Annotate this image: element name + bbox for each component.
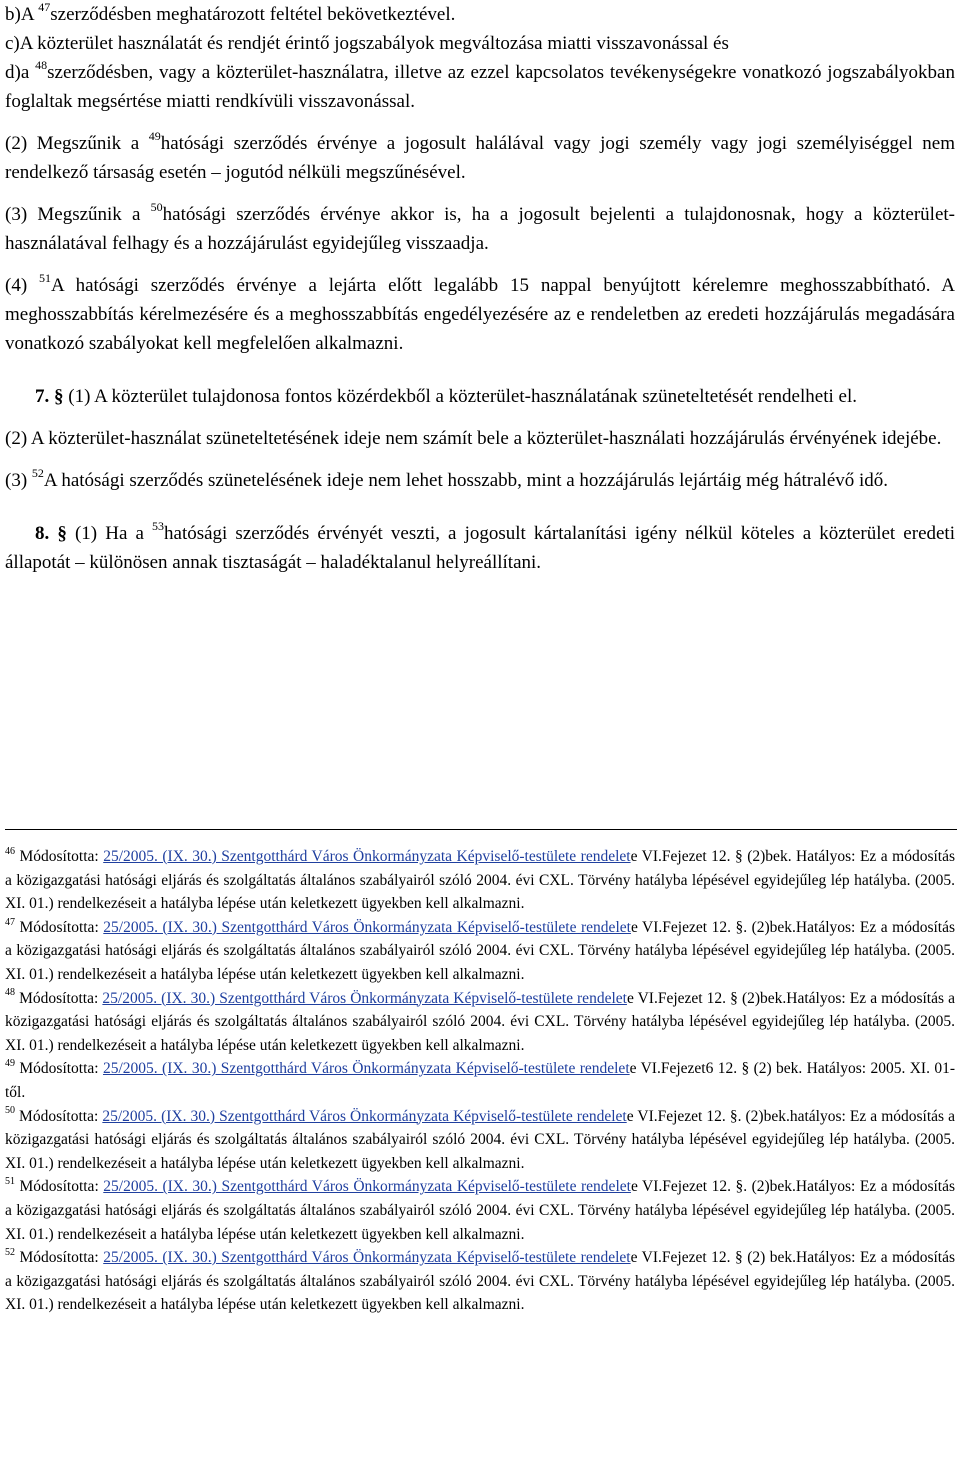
paragraph-4: (4) $^{51}$A hatósági szerződés érvénye a lejárta előtt legalább 15 nappal benyújtott kérelemre meghosszabbítható. A meghosszabbítás kérelmezésére és a meghosszabbítás engedélyezésére az e rendeletben az eredeti hozzájárulás megadására vonatkozó szabályokat kell megfelelően alkalmazni.	[5, 270, 956, 354]
spacer	[5, 453, 955, 466]
footnote-ref-51[interactable]: 51	[39, 270, 52, 285]
section-7-paragraph-1: 7. § (1) A közterület tulajdonosa fontos közérdekből a közterület-használatának szüneteltetését rendelheti el.	[35, 386, 857, 407]
section-8-number: 8.	[35, 523, 50, 544]
document-page	[5, 0, 956, 1314]
regulation-link[interactable]: 25/2005. (IX. 30.) Szentgotthárd Város Önkormányzata Képviselő-testülete rendelet	[103, 1249, 631, 1267]
spacer	[5, 358, 955, 382]
section-sign: §	[57, 523, 67, 544]
footnote-ref-47[interactable]: 47	[38, 0, 51, 14]
regulation-link[interactable]: 25/2005. (IX. 30.) Szentgotthárd Város Önkormányzata Képviselő-testülete rendelet	[103, 848, 631, 865]
paragraph-2: (2) Megszűnik a $^{49}$hatósági szerződés érvénye a jogosult halálával vagy jogi személy vagy jogi személyiséggel nem rendelkező társaság esetén – jogutód nélküli megszűnésével.	[5, 128, 955, 183]
footnote-49: $^{49}$ Módosította: 25/2005. (IX. 30.) Szentgotthárd Város Önkormányzata Képviselő-testülete rendelete VI.Fejezet6 12. § (2) bek. Hatályos: 2005. XI. 01-től.	[5, 1058, 955, 1101]
item-d: d)a $^{48}$szerződésben, vagy a közterület-használatra, illetve az ezzel kapcsolatos tevékenységekre vonatkozó jogszabályokban foglaltak megsértése miatti rendkívüli visszavonással.	[5, 57, 955, 112]
footnote-ref-48[interactable]: 48	[35, 57, 48, 72]
regulation-link[interactable]: 25/2005. (IX. 30.) Szentgotthárd Város Önkormányzata Képviselő-testülete rendelet	[102, 1107, 627, 1125]
item-b: b)A $^{47}$szerződésben meghatározott feltétel bekövetkeztével.	[5, 0, 456, 25]
footnote-ref-52[interactable]: 52	[31, 465, 44, 480]
regulation-link[interactable]: 25/2005. (IX. 30.) Szentgotthárd Város Önkormányzata Képviselő-testülete rendelet	[103, 1178, 631, 1196]
footnote-47: $^{47}$ Módosította: 25/2005. (IX. 30.) Szentgotthárd Város Önkormányzata Képviselő-testülete rendelete VI.Fejezet 12. §. (2)bek.Hatályos: Ez a módosítás a közigazgatási hatósági eljárás és szolgáltatás általános szabályairól szóló 2004. évi CXL. Törvény hatályba lépésével egyidejűleg lép hatályba. (2005. XI. 01.) rendelkezéseit a hatályba lépése után keletkezett ügyekben kell alkalmazni.	[5, 916, 955, 983]
section-7-paragraph-2: (2) A közterület-használat szüneteltetésének ideje nem számít bele a közterület-használati hozzájárulás érvényének idejébe.	[5, 428, 942, 449]
paragraph-3: (3) Megszűnik a $^{50}$hatósági szerződés érvénye akkor is, ha a jogosult bejelenti a tulajdonosnak, hogy a közterület-használatával felhagy és a hozzájárulást egyidejűleg visszaadja.	[5, 199, 955, 254]
footnote-48: $^{48}$ Módosította: 25/2005. (IX. 30.) Szentgotthárd Város Önkormányzata Képviselő-testülete rendelete VI.Fejezet 12. § (2)bek.Hatályos: Ez a módosítás a közigazgatási hatósági eljárás és szolgáltatás általános szabályairól szóló 2004. évi CXL. Törvény hatályba lépésével egyidejűleg lép hatályba. (2005. XI. 01.) rendelkezéseit a hatályba lépése után keletkezett ügyekben kell alkalmazni.	[5, 987, 955, 1054]
spacer	[5, 258, 955, 271]
item-c: c)A közterület használatát és rendjét érintő jogszabályok megváltozása miatti visszavonással és	[5, 33, 729, 54]
regulation-link[interactable]: 25/2005. (IX. 30.) Szentgotthárd Város Önkormányzata Képviselő-testülete rendelet	[102, 1060, 630, 1078]
footnote-separator	[5, 829, 957, 830]
regulation-link[interactable]: 25/2005. (IX. 30.) Szentgotthárd Város Önkormányzata Képviselő-testülete rendelet	[103, 918, 631, 936]
footnote-ref-49[interactable]: 49	[148, 128, 161, 143]
section-7-paragraph-3: (3) $^{52}$A hatósági szerződés szünetelésének ideje nem lehet hosszabb, mint a hozzájárulás lejártáig még hátralévő idő.	[5, 465, 889, 491]
spacer	[5, 411, 955, 424]
footnote-46: $^{46}$ Módosította: 25/2005. (IX. 30.) Szentgotthárd Város Önkormányzata Képviselő-testülete rendelete VI.Fejezet 12. § (2)bek. Hatályos: Ez a módosítás a közigazgatási hatósági eljárás és szolgáltatás általános szabályairól szóló 2004. évi CXL. Törvény hatályba lépésével egyidejűleg lép hatályba. (2005. XI. 01.) rendelkezéseit a hatályba lépése után keletkezett ügyekben kell alkalmazni.	[5, 845, 955, 913]
footnotes	[5, 845, 955, 1317]
section-8-paragraph-1: 8. § (1) Ha a $^{53}$hatósági szerződés érvényét veszti, a jogosult kártalanítási igény nélkül köteles a közterület eredeti állapotát – különösen annak tisztaságát – haladéktalanul helyreállítani.	[5, 518, 955, 573]
spacer	[5, 187, 955, 200]
main-text	[5, 0, 955, 577]
spacer	[5, 495, 955, 519]
spacer	[5, 116, 955, 129]
section-sign: §	[54, 386, 64, 407]
footnote-51: $^{51}$ Módosította: 25/2005. (IX. 30.) Szentgotthárd Város Önkormányzata Képviselő-testülete rendelete VI.Fejezet 12. §. (2)bek.Hatályos: Ez a módosítás a közigazgatási hatósági eljárás és szolgáltatás általános szabályairól szóló 2004. évi CXL. Törvény hatályba lépésével egyidejűleg lép hatályba. (2005. XI. 01.) rendelkezéseit a hatályba lépése után keletkezett ügyekben kell alkalmazni.	[5, 1176, 955, 1243]
footnote-52: $^{52}$ Módosította: 25/2005. (IX. 30.) Szentgotthárd Város Önkormányzata Képviselő-testülete rendelete VI.Fejezet 12. § (2) bek.Hatályos: Ez a módosítás a közigazgatási hatósági eljárás és szolgáltatás általános szabályairól szóló 2004. évi CXL. Törvény hatályba lépésével egyidejűleg lép hatályba. (2005. XI. 01.) rendelkezéseit a hatályba lépése után keletkezett ügyekben kell alkalmazni.	[5, 1246, 955, 1314]
regulation-link[interactable]: 25/2005. (IX. 30.) Szentgotthárd Város Önkormányzata Képviselő-testülete rendelet	[102, 989, 627, 1007]
footnote-ref-50[interactable]: 50	[150, 199, 163, 214]
footnote-50: $^{50}$ Módosította: 25/2005. (IX. 30.) Szentgotthárd Város Önkormányzata Képviselő-testülete rendelete VI.Fejezet 12. §. (2)bek.hatályos: Ez a módosítás a közigazgatási hatósági eljárás és szolgáltatás általános szabályairól szóló 2004. évi CXL. Törvény hatályba lépésével egyidejűleg lép hatályba. (2005. XI. 01.) rendelkezéseit a hatályba lépése után keletkezett ügyekben kell alkalmazni.	[5, 1105, 955, 1172]
footnote-ref-53[interactable]: 53	[152, 518, 165, 533]
section-7-number: 7.	[35, 386, 50, 407]
